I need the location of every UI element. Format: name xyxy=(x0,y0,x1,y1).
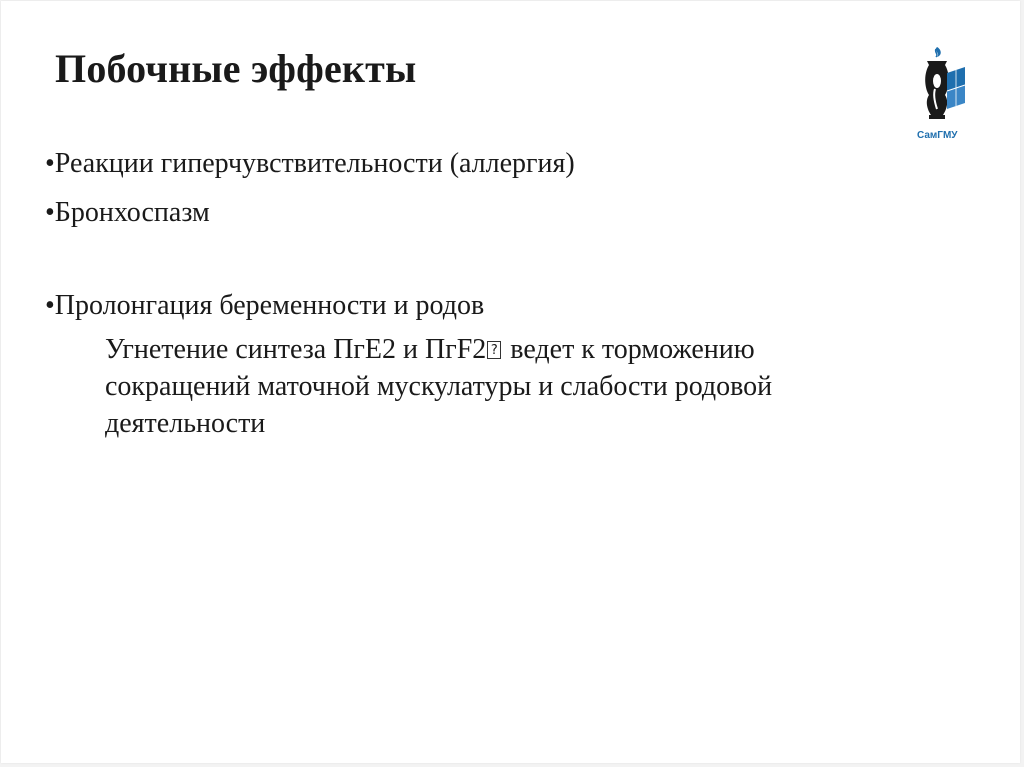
logo-emblem-icon xyxy=(917,45,969,129)
slide xyxy=(1,1,1020,763)
bullet-allergy: •Реакции гиперчувствительности (аллергия) xyxy=(45,148,575,179)
slide-title: Побочные эффекты xyxy=(55,46,417,91)
university-logo xyxy=(917,45,969,145)
sub-line-3: деятельности xyxy=(105,408,266,439)
bullet-bronchospasm: •Бронхоспазм xyxy=(45,197,210,228)
logo-text: СамГМУ xyxy=(917,130,958,141)
sub-line-2: сокращений маточной мускулатуры и слабости родовой xyxy=(105,371,773,402)
sub-bullet-text xyxy=(105,331,925,442)
bullet-prolongation: •Пролонгация беременности и родов xyxy=(45,290,485,321)
sub-line-1-end: ведет к торможению xyxy=(503,334,755,365)
sub-line-1-start: Угнетение синтеза ПгЕ2 и ПгF2 xyxy=(105,334,487,365)
sub-line-1 xyxy=(105,331,925,368)
missing-glyph-icon: ? xyxy=(487,341,501,359)
